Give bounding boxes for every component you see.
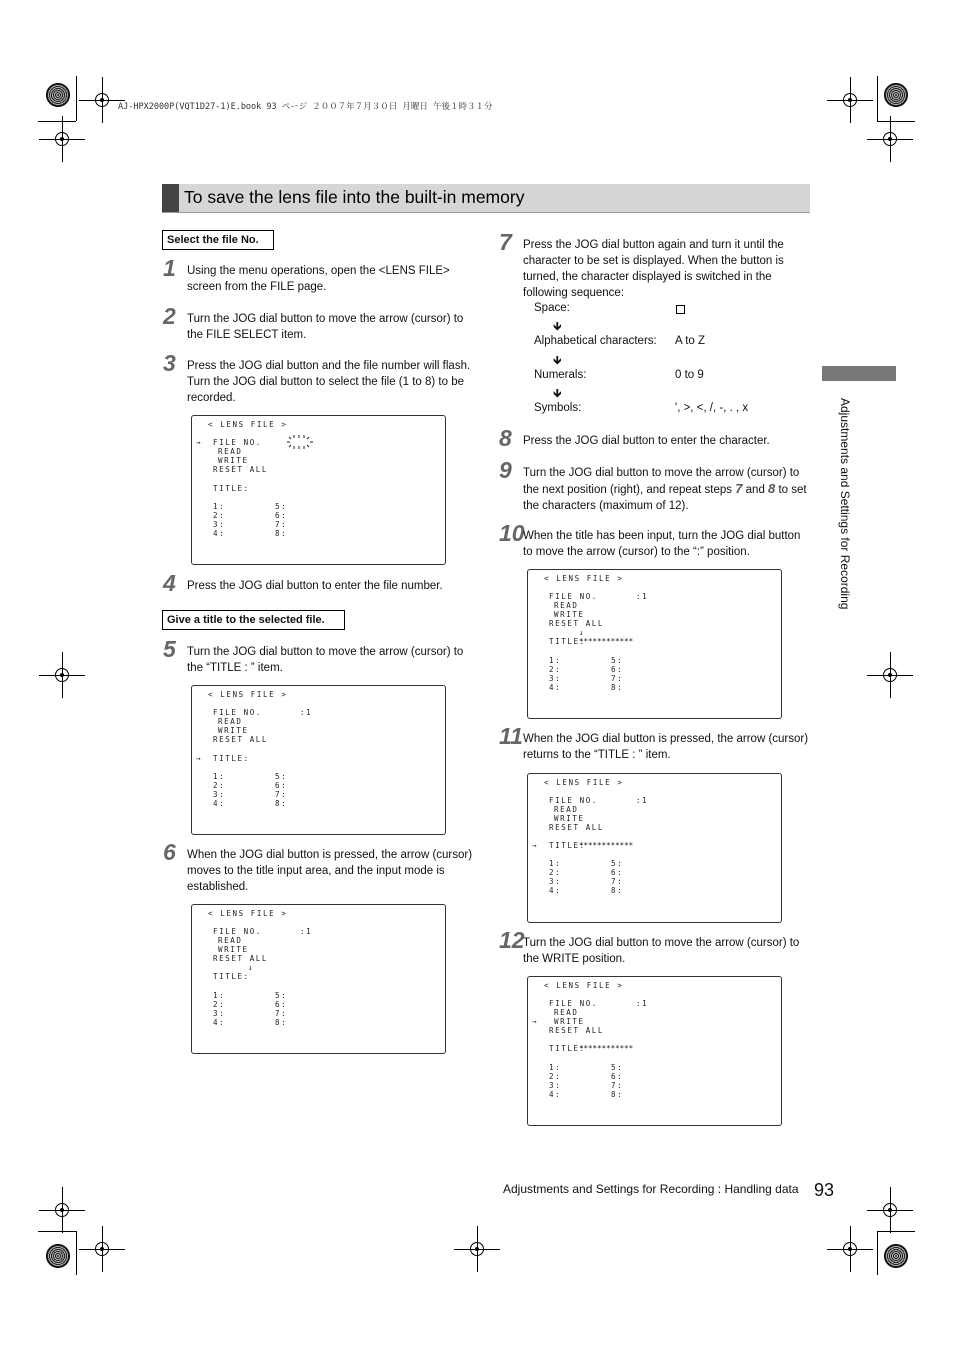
step-text: When the JOG dial button is pressed, the arrow (cursor) returns to the “TITLE : ” item. [523, 733, 809, 761]
lcd-screen: < LENS FILE > FILE NO. :1 READ WRITE RESET ALL ↓ TITLE: 1: 2: 3: 4: 5: 6: 7: 8: [191, 904, 446, 1054]
crosshair-icon [466, 1238, 488, 1260]
step-reference: 8 [768, 481, 776, 496]
step-text: When the title has been input, turn the JOG dial button to move the arrow (cursor) to the “:” position. [523, 530, 801, 558]
crosshair-icon [879, 664, 901, 686]
step-number: 4 [163, 570, 176, 596]
page-number: 93 [814, 1180, 835, 1200]
down-arrow-icon: 🡻 [553, 386, 562, 400]
step-number: 8 [499, 425, 512, 451]
step-number: 1 [163, 255, 176, 281]
step-number: 12 [499, 927, 525, 953]
step-number: 6 [163, 839, 176, 865]
sequence-label: Numerals: [534, 369, 587, 381]
down-arrow-icon: 🡻 [553, 319, 562, 333]
section-title-bar [162, 184, 810, 213]
lcd-screen: < LENS FILE > FILE NO. :1 READ WRITE RESET ALL → TITLE: 1: 2: 3: 4: 5: 6: 7: 8: [191, 685, 446, 835]
crosshair-icon [879, 1199, 901, 1221]
registration-target-icon [884, 1244, 908, 1268]
step-number: 3 [163, 350, 176, 376]
step-text: Press the JOG dial button again and turn it until the character to be set is displayed. When the button is turned, the character displayed is switched in the following sequence: [523, 239, 784, 299]
step-number: 7 [499, 229, 512, 255]
label-give-title: Give a title to the selected file. [162, 610, 345, 630]
sequence-value: A to Z [675, 335, 706, 347]
crosshair-icon [839, 1238, 861, 1260]
step-text: Press the JOG dial button and the file number will flash. Turn the JOG dial button to select the file (1 to 8) to be recorded. [187, 360, 471, 404]
step-number: 11 [499, 723, 523, 749]
footer-section-label: Adjustments and Settings for Recording : Handling data [503, 1182, 799, 1196]
book-file-info: AJ-HPX2000P(VQT1D27-1)E.book 93 ページ ２００７年７月３０日 月曜日 午後１時３１分 [118, 102, 493, 112]
sequence-value: ', >, <, /, -, . , x [675, 402, 749, 414]
step-text: Turn the JOG dial button to move the arrow (cursor) to the FILE SELECT item. [187, 313, 464, 341]
step-text: Turn the JOG dial button to move the arrow (cursor) to the WRITE position. [523, 937, 800, 965]
sequence-value: 0 to 9 [675, 369, 704, 381]
step-text: Turn the JOG dial button to move the arrow (cursor) to the next position (right), and repeat steps 7 and 8 to set the characters (maximum of 12). [523, 467, 807, 512]
step-reference: 7 [735, 481, 743, 496]
crosshair-icon [839, 89, 861, 111]
step-text: Press the JOG dial button to enter the character. [523, 435, 770, 447]
registration-target-icon [46, 1244, 70, 1268]
section-title: To save the lens file into the built-in memory [184, 187, 525, 207]
down-arrow-icon: 🡻 [553, 353, 562, 367]
sequence-label: Space: [534, 302, 570, 314]
crosshair-icon [879, 128, 901, 150]
step-number: 10 [499, 520, 525, 546]
step-number: 2 [163, 303, 176, 329]
space-square-icon [676, 305, 685, 314]
crosshair-icon [91, 89, 113, 111]
registration-target-icon [884, 83, 908, 107]
registration-target-icon [46, 83, 70, 107]
crosshair-icon [51, 664, 73, 686]
side-tab-marker [822, 366, 896, 381]
lcd-screen: < LENS FILE > FILE NO. :1 READ → WRITE RESET ALL TITLE: ************ 1: 2: 3: 4: 5: 6: 7: 8: [527, 976, 782, 1126]
crosshair-icon [91, 1238, 113, 1260]
lcd-screen: < LENS FILE > FILE NO. :1 READ WRITE RESET ALL ↓ TITLE: ************ 1: 2: 3: 4: 5: 6: 7: 8: [527, 569, 782, 719]
sequence-label: Alphabetical characters: [534, 335, 657, 347]
lcd-screen: < LENS FILE > → FILE NO. READ WRITE RESET ALL TITLE: 1: 2: 3: 4: 5: 6: 7: 8: [191, 415, 446, 565]
sequence-label: Symbols: [534, 402, 582, 414]
step-text: Turn the JOG dial button to move the arrow (cursor) to the “TITLE : ” item. [187, 646, 464, 674]
step-number: 5 [163, 636, 176, 662]
step-text: Using the menu operations, open the <LENS FILE> screen from the FILE page. [187, 265, 450, 293]
step-text: When the JOG dial button is pressed, the arrow (cursor) moves to the title input area, and the input mode is established. [187, 849, 473, 893]
flashing-number-icon [286, 434, 314, 450]
side-chapter-label: Adjustments and Settings for Recording [838, 398, 852, 610]
lcd-screen: < LENS FILE > FILE NO. :1 READ WRITE RESET ALL → TITLE: ************ 1: 2: 3: 4: 5: 6: 7: 8: [527, 773, 782, 923]
crosshair-icon [51, 1199, 73, 1221]
step-number: 9 [499, 457, 512, 483]
step-text: Press the JOG dial button to enter the file number. [187, 580, 443, 592]
crosshair-icon [51, 128, 73, 150]
label-select-file: Select the file No. [162, 230, 274, 250]
